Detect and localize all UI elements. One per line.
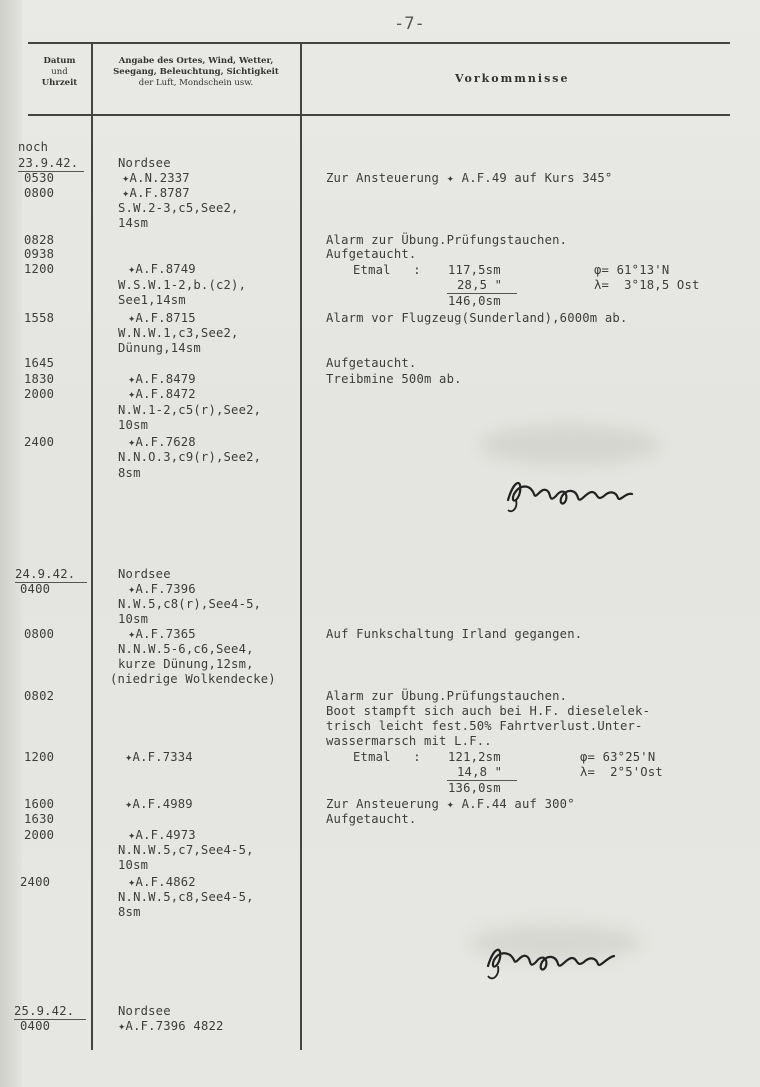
place-entry: ✦A.F.4973 <box>128 828 196 842</box>
place-entry: ✦A.F.7396 <box>128 582 196 596</box>
event-entry: Aufgetaucht. <box>326 356 417 370</box>
etmal-value: 28,5 " <box>457 278 503 292</box>
time-entry: 0530 <box>24 171 55 185</box>
longitude: λ= 3°18,5 Ost <box>594 278 700 292</box>
place-entry: ✦A.F.7365 <box>128 627 196 641</box>
place-entry: N.N.W.5,c7,See4-5, <box>118 843 254 857</box>
place-entry: 14sm <box>118 216 149 230</box>
time-entry: 1630 <box>24 812 55 826</box>
place-entry: W.N.W.1,c3,See2, <box>118 326 239 340</box>
place-entry: ✦A.F.7334 <box>125 750 193 764</box>
time-entry: 2000 <box>24 828 55 842</box>
date-entry: 23.9.42. <box>18 156 79 170</box>
col-divider-2 <box>300 42 302 1050</box>
time-entry: 1558 <box>24 311 55 325</box>
event-entry: Zur Ansteuerung ✦ A.F.44 auf 300° <box>326 797 575 811</box>
event-entry: Aufgetaucht. <box>326 812 417 826</box>
place-entry: ✦A.F.4862 <box>128 875 196 889</box>
place-entry: Dünung,14sm <box>118 341 201 355</box>
place-entry: N.N.O.3,c9(r),See2, <box>118 450 262 464</box>
place-entry: 10sm <box>118 418 149 432</box>
latitude: φ= 63°25'N <box>580 750 656 764</box>
signature-1 <box>500 470 640 515</box>
place-entry: ✦A.N.2337 <box>122 171 190 185</box>
place-entry: ✦A.F.7396 4822 <box>118 1019 224 1033</box>
place-entry: (niedrige Wolkendecke) <box>110 672 276 686</box>
time-entry: 1830 <box>24 372 55 386</box>
time-entry: 2400 <box>20 875 51 889</box>
place-entry: N.N.W.5,c8,See4-5, <box>118 890 254 904</box>
place-entry: kurze Dünung,12sm, <box>118 657 254 671</box>
place-entry: N.N.W.5-6,c6,See4, <box>118 642 254 656</box>
place-entry: ✦A.F.4989 <box>125 797 193 811</box>
header-rule <box>28 114 730 116</box>
place-entry: See1,14sm <box>118 293 186 307</box>
signature-2 <box>480 938 620 983</box>
header-ort: Angabe des Ortes, Wind, Wetter, Seegang, Beleuchtung, Sichtigkeit der Luft, Mondschein usw. <box>113 56 279 88</box>
event-entry: Alarm zur Übung.Prüfungstauchen. <box>326 689 568 703</box>
page-number: -7- <box>394 14 425 34</box>
time-entry: 0400 <box>20 1019 51 1033</box>
place-entry: ✦A.F.7628 <box>128 435 196 449</box>
etmal-label: Etmal : <box>353 750 421 764</box>
place-entry: 10sm <box>118 858 149 872</box>
time-entry: 1645 <box>24 356 55 370</box>
etmal-value: 117,5sm <box>448 263 501 277</box>
longitude: λ= 2°5'Ost <box>580 765 663 779</box>
place-entry: ✦A.F.8479 <box>128 372 196 386</box>
time-entry: 1200 <box>24 262 55 276</box>
place-entry: Nordsee <box>118 1004 171 1018</box>
place-entry: N.W.5,c8(r),See4-5, <box>118 597 262 611</box>
event-entry: Auf Funkschaltung Irland gegangen. <box>326 627 583 641</box>
latitude: φ= 61°13'N <box>594 263 670 277</box>
event-entry: Alarm vor Flugzeug(Sunderland),6000m ab. <box>326 311 628 325</box>
etmal-sum: 146,0sm <box>448 294 501 308</box>
etmal-value: 14,8 " <box>457 765 503 779</box>
time-entry: 2000 <box>24 387 55 401</box>
place-entry: 8sm <box>118 905 141 919</box>
place-entry: 8sm <box>118 466 141 480</box>
event-entry: wassermarsch mit L.F.. <box>326 734 492 748</box>
header-datum: Datum und Uhrzeit <box>41 56 78 88</box>
etmal-value: 121,2sm <box>448 750 501 764</box>
place-entry: W.S.W.1-2,b.(c2), <box>118 278 247 292</box>
top-rule <box>28 42 730 44</box>
col-divider-1 <box>91 42 93 1050</box>
place-entry: ✦A.F.8715 <box>128 311 196 325</box>
time-entry: 0800 <box>24 627 55 641</box>
header-vorkommnisse: Vorkommnisse <box>455 72 570 85</box>
event-entry: Aufgetaucht. <box>326 247 417 261</box>
event-entry: Treibmine 500m ab. <box>326 372 462 386</box>
time-entry: 1600 <box>24 797 55 811</box>
place-entry: 10sm <box>118 612 149 626</box>
place-entry: Nordsee <box>118 156 171 170</box>
time-entry: 0802 <box>24 689 55 703</box>
date-entry: 24.9.42. <box>15 567 76 581</box>
noch-label: noch <box>18 140 49 154</box>
event-entry: trisch leicht fest.50% Fahrtverlust.Unter- <box>326 719 643 733</box>
date-entry: 25.9.42. <box>14 1004 75 1018</box>
time-entry: 1200 <box>24 750 55 764</box>
time-entry: 0800 <box>24 186 55 200</box>
place-entry: N.W.1-2,c5(r),See2, <box>118 403 262 417</box>
event-entry: Boot stampft sich auch bei H.F. dieselelek- <box>326 704 651 718</box>
event-entry: Zur Ansteuerung ✦ A.F.49 auf Kurs 345° <box>326 171 613 185</box>
place-entry: ✦A.F.8472 <box>128 387 196 401</box>
etmal-label: Etmal : <box>353 263 421 277</box>
time-entry: 2400 <box>24 435 55 449</box>
smudge <box>480 425 660 465</box>
time-entry: 0400 <box>20 582 51 596</box>
place-entry: ✦A.F.8787 <box>122 186 190 200</box>
event-entry: Alarm zur Übung.Prüfungstauchen. <box>326 233 568 247</box>
time-entry: 0938 <box>24 247 55 261</box>
place-entry: S.W.2-3,c5,See2, <box>118 201 239 215</box>
place-entry: ✦A.F.8749 <box>128 262 196 276</box>
time-entry: 0828 <box>24 233 55 247</box>
place-entry: Nordsee <box>118 567 171 581</box>
etmal-sum: 136,0sm <box>448 781 501 795</box>
